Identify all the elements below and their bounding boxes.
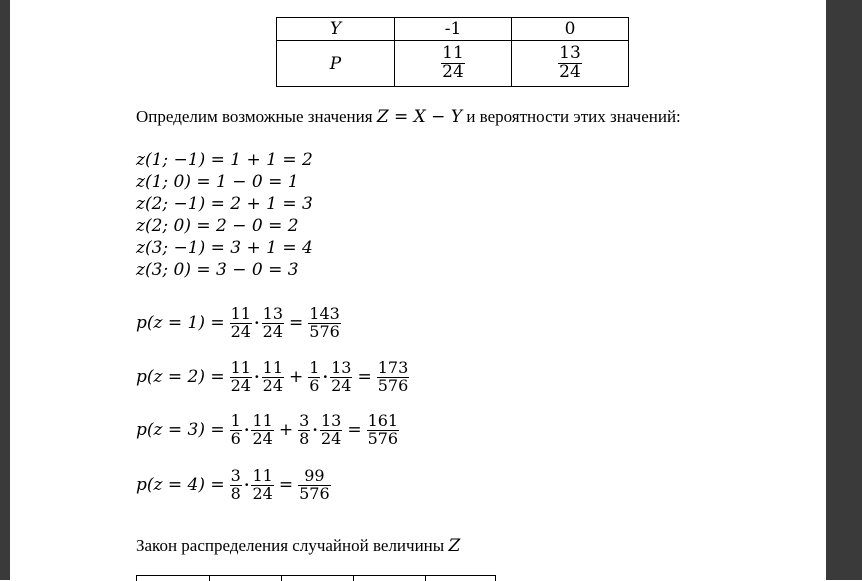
denominator: 576	[367, 428, 399, 448]
z-value-line: z(2; 0) = 2 − 0 = 2	[136, 216, 299, 236]
fraction	[298, 410, 310, 448]
denominator: 24	[262, 375, 284, 395]
plus-operator: +	[289, 367, 304, 387]
fraction	[308, 357, 320, 395]
table-cell: P	[277, 41, 395, 87]
denominator: 24	[331, 375, 352, 395]
z-value-line: z(1; −1) = 1 + 1 = 2	[136, 150, 313, 170]
numerator: 1	[230, 410, 241, 430]
times-operator: ·	[322, 367, 329, 386]
numerator: 143	[309, 303, 340, 323]
denominator: 24	[442, 62, 464, 82]
table-border	[495, 576, 496, 581]
table-cell: 0	[512, 18, 629, 41]
fraction	[377, 357, 410, 395]
z-distribution-table-partial	[136, 575, 496, 581]
times-operator: ·	[243, 420, 250, 439]
numerator: 11	[230, 303, 251, 323]
numerator: 13	[331, 357, 352, 377]
fraction	[251, 465, 273, 503]
numerator: 13	[262, 303, 284, 323]
law-variable: Z	[448, 536, 461, 556]
fraction	[367, 410, 400, 448]
numerator: 11	[252, 410, 273, 430]
probability-line-z1	[136, 299, 342, 347]
denominator: 24	[320, 428, 342, 448]
denominator: 576	[309, 321, 340, 341]
numerator: 11	[442, 43, 464, 64]
fraction	[262, 357, 284, 395]
times-operator: ·	[312, 420, 318, 439]
z-value-line: z(1; 0) = 1 − 0 = 1	[136, 172, 299, 192]
probability-lhs: p(z = 2) =	[136, 367, 225, 387]
table-border	[136, 576, 137, 581]
denominator: 576	[299, 483, 330, 503]
fraction	[230, 410, 242, 448]
equals-operator: =	[289, 313, 304, 333]
equals-operator: =	[347, 420, 362, 440]
denominator: 8	[299, 428, 310, 448]
right-viewer-bar	[826, 0, 862, 580]
y-distribution-table	[276, 17, 629, 87]
table-row	[277, 18, 629, 41]
equals-operator: =	[278, 475, 294, 495]
fraction	[262, 303, 284, 341]
numerator: 3	[299, 410, 310, 430]
denominator: 8	[230, 483, 241, 503]
probability-lhs: p(z = 3) =	[136, 420, 225, 440]
fraction	[330, 357, 352, 395]
left-viewer-bar	[0, 0, 10, 580]
table-border	[425, 576, 426, 581]
fraction	[441, 45, 465, 82]
plus-operator: +	[278, 420, 294, 440]
z-value-line: z(2; −1) = 2 + 1 = 3	[136, 194, 313, 214]
denominator: 24	[230, 321, 251, 341]
table-border	[353, 576, 354, 581]
numerator: 161	[367, 410, 399, 430]
table-cell	[512, 41, 629, 87]
denominator: 6	[309, 375, 320, 395]
numerator: 1	[309, 357, 320, 377]
probability-line-z2	[136, 353, 410, 401]
table-cell	[395, 41, 512, 87]
numerator: 3	[230, 465, 241, 485]
probability-line-z3	[136, 406, 400, 454]
table-border	[209, 576, 210, 581]
intro-text: Определим возможные значения	[136, 107, 377, 126]
probability-lhs: p(z = 1) =	[136, 313, 225, 333]
numerator: 11	[252, 465, 273, 485]
intro-paragraph	[136, 107, 681, 127]
fraction	[230, 357, 252, 395]
numerator: 99	[304, 465, 325, 485]
fraction	[251, 410, 273, 448]
law-heading	[136, 536, 460, 556]
denominator: 24	[230, 375, 251, 395]
times-operator: ·	[253, 367, 260, 386]
denominator: 24	[252, 428, 273, 448]
numerator: 11	[262, 357, 284, 377]
z-value-line: z(3; 0) = 3 − 0 = 3	[136, 260, 299, 280]
fraction	[320, 410, 342, 448]
document-page	[10, 0, 826, 580]
times-operator: ·	[253, 313, 260, 332]
intro-formula: Z = X − Y	[376, 107, 463, 127]
fraction	[558, 45, 582, 82]
fraction	[230, 465, 242, 503]
z-value-line: z(3; −1) = 3 + 1 = 4	[136, 238, 313, 258]
numerator: 13	[559, 43, 581, 64]
times-operator: ·	[243, 475, 250, 494]
law-text: Закон распределения случайной величины	[136, 536, 449, 555]
table-row	[277, 41, 629, 87]
fraction	[230, 303, 252, 341]
probability-lhs: p(z = 4) =	[136, 475, 225, 495]
fraction	[298, 465, 331, 503]
denominator: 24	[559, 62, 581, 82]
numerator: 173	[377, 357, 409, 377]
denominator: 6	[230, 428, 241, 448]
table-cell: Y	[277, 18, 395, 41]
numerator: 11	[230, 357, 251, 377]
equals-operator: =	[357, 367, 372, 387]
denominator: 24	[252, 483, 273, 503]
table-cell: -1	[395, 18, 512, 41]
table-border	[281, 576, 282, 581]
numerator: 13	[320, 410, 342, 430]
denominator: 576	[377, 375, 409, 395]
probability-line-z4	[136, 461, 332, 509]
denominator: 24	[262, 321, 284, 341]
fraction	[308, 303, 341, 341]
intro-text-end: и вероятности этих значений:	[462, 107, 681, 126]
